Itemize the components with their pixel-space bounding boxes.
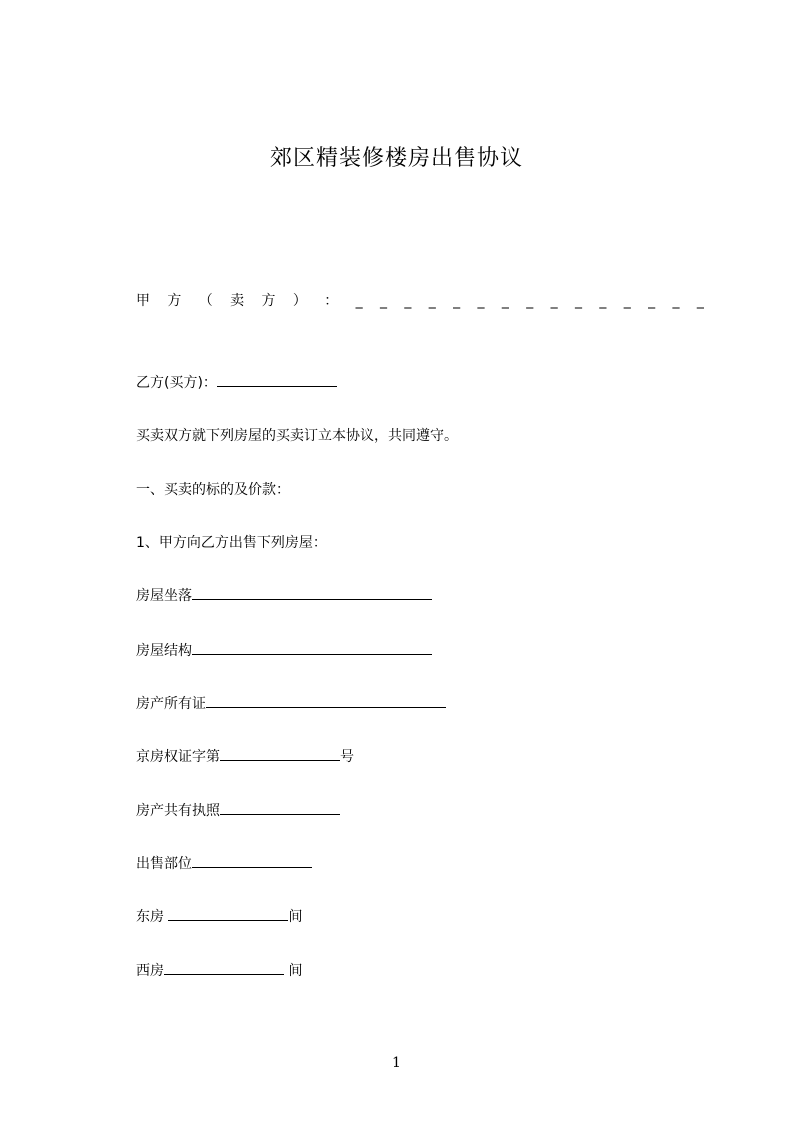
certificate-blank — [206, 692, 446, 708]
west-suffix: 间 — [284, 963, 303, 979]
party-a-blank: _ — [453, 293, 461, 309]
co-ownership-blank — [220, 799, 340, 815]
beijing-cert-prefix: 京房权证字第 — [136, 749, 220, 765]
location-label: 房屋坐落 — [136, 588, 192, 604]
location-blank — [192, 584, 432, 600]
beijing-cert-line — [136, 745, 354, 767]
intro-text: 买卖双方就下列房屋的买卖订立本协议，共同遵守。 — [136, 428, 458, 444]
party-a-char: 方 — [261, 293, 276, 309]
document-title: 郊区精装修楼房出售协议 — [269, 146, 523, 171]
beijing-cert-suffix: 号 — [340, 749, 354, 765]
party-a-blank: _ — [428, 293, 436, 309]
party-a-blank: _ — [648, 293, 656, 309]
party-b-label: 乙方(买方)： — [136, 375, 217, 391]
sale-part-label: 出售部位 — [136, 856, 192, 872]
party-a-blank: _ — [550, 293, 558, 309]
party-a-blank: _ — [672, 293, 680, 309]
party-a-blank: _ — [477, 293, 485, 309]
east-line — [136, 905, 302, 927]
co-ownership-label: 房产共有执照 — [136, 803, 220, 819]
east-suffix: 间 — [288, 909, 303, 925]
party-b-line — [136, 371, 337, 393]
east-prefix: 东房 — [136, 909, 169, 925]
party-a-blank: _ — [599, 293, 607, 309]
party-a-blank: _ — [380, 293, 387, 309]
party-a-blank: _ — [696, 293, 704, 309]
party-b-blank — [217, 371, 337, 387]
structure-blank — [192, 639, 432, 655]
structure-label: 房屋结构 — [136, 643, 192, 659]
sale-part-line — [136, 852, 312, 874]
beijing-cert-blank — [220, 745, 340, 761]
page-number: 1 — [392, 1055, 401, 1071]
party-a-char: 方 — [167, 293, 182, 309]
sale-part-blank — [192, 852, 312, 868]
east-blank — [168, 905, 288, 921]
party-a-line — [136, 291, 704, 311]
party-a-blank: _ — [404, 293, 412, 309]
certificate-label: 房产所有证 — [136, 696, 206, 712]
party-a-char: （ — [198, 293, 213, 309]
party-a-blank: _ — [575, 293, 582, 309]
party-a-blank: _ — [355, 293, 363, 309]
structure-line — [136, 639, 432, 661]
party-a-blank: _ — [526, 293, 534, 309]
west-line — [136, 959, 302, 981]
party-a-char: 甲 — [136, 293, 150, 309]
party-a-char: ： — [324, 293, 339, 309]
section-heading: 一、买卖的标的及价款： — [136, 482, 290, 498]
party-a-blank: _ — [623, 293, 631, 309]
party-a-blank: _ — [501, 293, 509, 309]
party-a-char: ） — [292, 293, 307, 309]
item-1-text: 1、甲方向乙方出售下列房屋： — [136, 535, 327, 551]
west-blank — [164, 959, 284, 975]
location-line — [136, 584, 432, 606]
west-prefix: 西房 — [136, 963, 164, 979]
party-a-char: 卖 — [230, 293, 245, 309]
co-ownership-line — [136, 799, 340, 821]
certificate-line — [136, 692, 446, 714]
